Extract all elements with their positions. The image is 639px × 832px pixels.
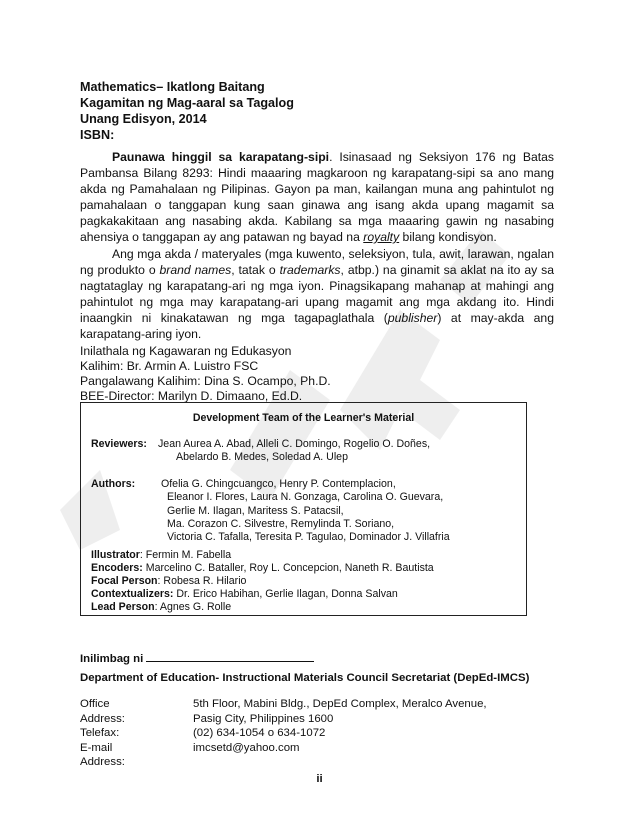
encoders-row	[91, 562, 434, 575]
materials-text-d: ) at may-akda ang karapatang-aring iyon.	[80, 311, 554, 341]
edition: Unang Edisyon, 2014	[80, 112, 207, 126]
illustrator-row	[91, 549, 231, 562]
office-value-2: Pasig City, Philippines 1600	[193, 712, 334, 725]
book-title: Mathematics– Ikatlong Baitang	[80, 80, 265, 94]
authors-line: Eleanor I. Flores, Laura N. Gonzaga, Carolina O. Guevara,	[167, 491, 444, 504]
printed-by-blank-line	[146, 651, 314, 662]
book-subtitle: Kagamitan ng Mag-aaral sa Tagalog	[80, 96, 294, 110]
development-team-box	[80, 402, 527, 616]
authors-line: Gerlie M. Ilagan, Maritess S. Patacsil,	[167, 504, 344, 517]
secretary-line: Kalihim: Br. Armin A. Luistro FSC	[80, 359, 259, 373]
printed-by	[80, 651, 314, 665]
authors-row	[91, 478, 135, 491]
team-title: Development Team of the Learner's Material	[192, 412, 415, 424]
reviewers-line: Jean Aurea A. Abad, Alleli C. Domingo, Rogelio O. Doñes,	[158, 438, 431, 450]
office-label: Office Address:	[80, 698, 125, 725]
office-value: 5th Floor, Mabini Bldg., DepEd Complex, Meralco Avenue,	[193, 698, 487, 710]
brand-names-term: brand names	[159, 263, 232, 277]
focal-person-label: Focal Person	[91, 575, 158, 587]
copyright-notice	[80, 149, 554, 245]
illustrator-value: : Fermin M. Fabella	[139, 549, 232, 561]
authors-line: Victoria C. Tafalla, Teresita P. Tagulao, Dominador J. Villafria	[167, 531, 450, 544]
encoders-value: Marcelino C. Bataller, Roy L. Concepcion, Naneth R. Bautista	[142, 562, 434, 574]
illustrator-label: Illustrator	[91, 549, 140, 561]
director-line: BEE-Director: Marilyn D. Dimaano, Ed.D.	[80, 389, 303, 403]
printed-by-label: Inilimbag ni	[80, 653, 147, 665]
lead-person-value: : Agnes G. Rolle	[154, 601, 232, 613]
copyright-heading: Paunawa hinggil sa karapatang-sipi	[112, 150, 330, 164]
book-title-block	[80, 79, 294, 143]
reviewers-line: Abelardo B. Medes, Soledad A. Ulep	[176, 451, 348, 464]
encoders-label: Encoders:	[91, 562, 143, 574]
lead-person-row	[91, 601, 231, 614]
email-label: E-mail Address:	[80, 741, 125, 769]
copyright-text-a: . Isinasaad ng Seksiyon 176 ng Batas Pambansa Bilang 8293: Hindi maaaring magkaroon ng karapatang-sipi sa ano mang akda ng Pamahalaan ng Pilipinas. Gayon pa man, kailangan muna ang pahintulot ng pamahalaan o tanggapan kung saan ginawa ang isang akda upang magamit sa pagkakakitaan ang nasabing akda. Kabilang sa mga maaaring gawin ng nasabing ahensiya o tanggapan ay ang patawan ng bayad na	[80, 150, 554, 244]
reviewers-row	[91, 438, 147, 451]
focal-person-value: : Robesa R. Hilario	[157, 575, 247, 587]
focal-person-row	[91, 575, 246, 588]
materials-text-a: Ang mga akda / materyales (mga kuwento, seleksiyon, tula, awit, larawan, ngalan ng produkto o	[80, 247, 554, 277]
copyright-text-b: bilang kondisyon.	[399, 230, 497, 244]
department-line: Department of Education- Instructional Materials Council Secretariat (DepEd-IMCS)	[80, 672, 530, 684]
isbn-label: ISBN:	[80, 128, 115, 142]
publisher-term: publisher	[387, 311, 438, 325]
authors-label: Authors:	[91, 478, 136, 490]
email-value: imcsetd@yahoo.com	[193, 741, 300, 754]
royalty-term: royalty	[363, 230, 400, 244]
reviewers-names	[158, 438, 430, 465]
materials-notice	[80, 246, 554, 342]
materials-text-b: , tatak o	[231, 263, 280, 277]
authors-line: Ofelia G. Chingcuangco, Henry P. Contemplacion,	[161, 478, 396, 490]
lead-person-label: Lead Person	[91, 601, 155, 613]
publisher-info	[80, 344, 331, 404]
authors-line: Ma. Corazon C. Silvestre, Remylinda T. Soriano,	[167, 517, 395, 530]
telefax-label: Telefax:	[80, 727, 120, 740]
materials-text-c: , atbp.) na ginamit sa aklat na ito ay sa nagtataglay ng karapatang-ari ng mga iyon. Pinagsikapang mahanap at mahingi ang pahintulot ng mga may karapatang-ari upang magamit ang mga akdang ito. Hindi inaangkin ni kinakatawan ng mga tagapaglathala (	[80, 263, 554, 325]
authors-names	[161, 478, 450, 544]
telefax-value: (02) 634-1054 o 634-1072	[193, 727, 326, 740]
undersecretary-line: Pangalawang Kalihim: Dina S. Ocampo, Ph.D.	[80, 374, 331, 388]
contextualizers-row	[91, 588, 398, 601]
publisher-line: Inilathala ng Kagawaran ng Edukasyon	[80, 344, 292, 358]
page-number: ii	[316, 773, 323, 785]
trademarks-term: trademarks	[279, 263, 341, 277]
reviewers-label: Reviewers:	[91, 438, 147, 450]
contextualizers-label: Contextualizers:	[91, 588, 174, 600]
contextualizers-value: Dr. Erico Habihan, Gerlie Ilagan, Donna Salvan	[173, 588, 398, 600]
